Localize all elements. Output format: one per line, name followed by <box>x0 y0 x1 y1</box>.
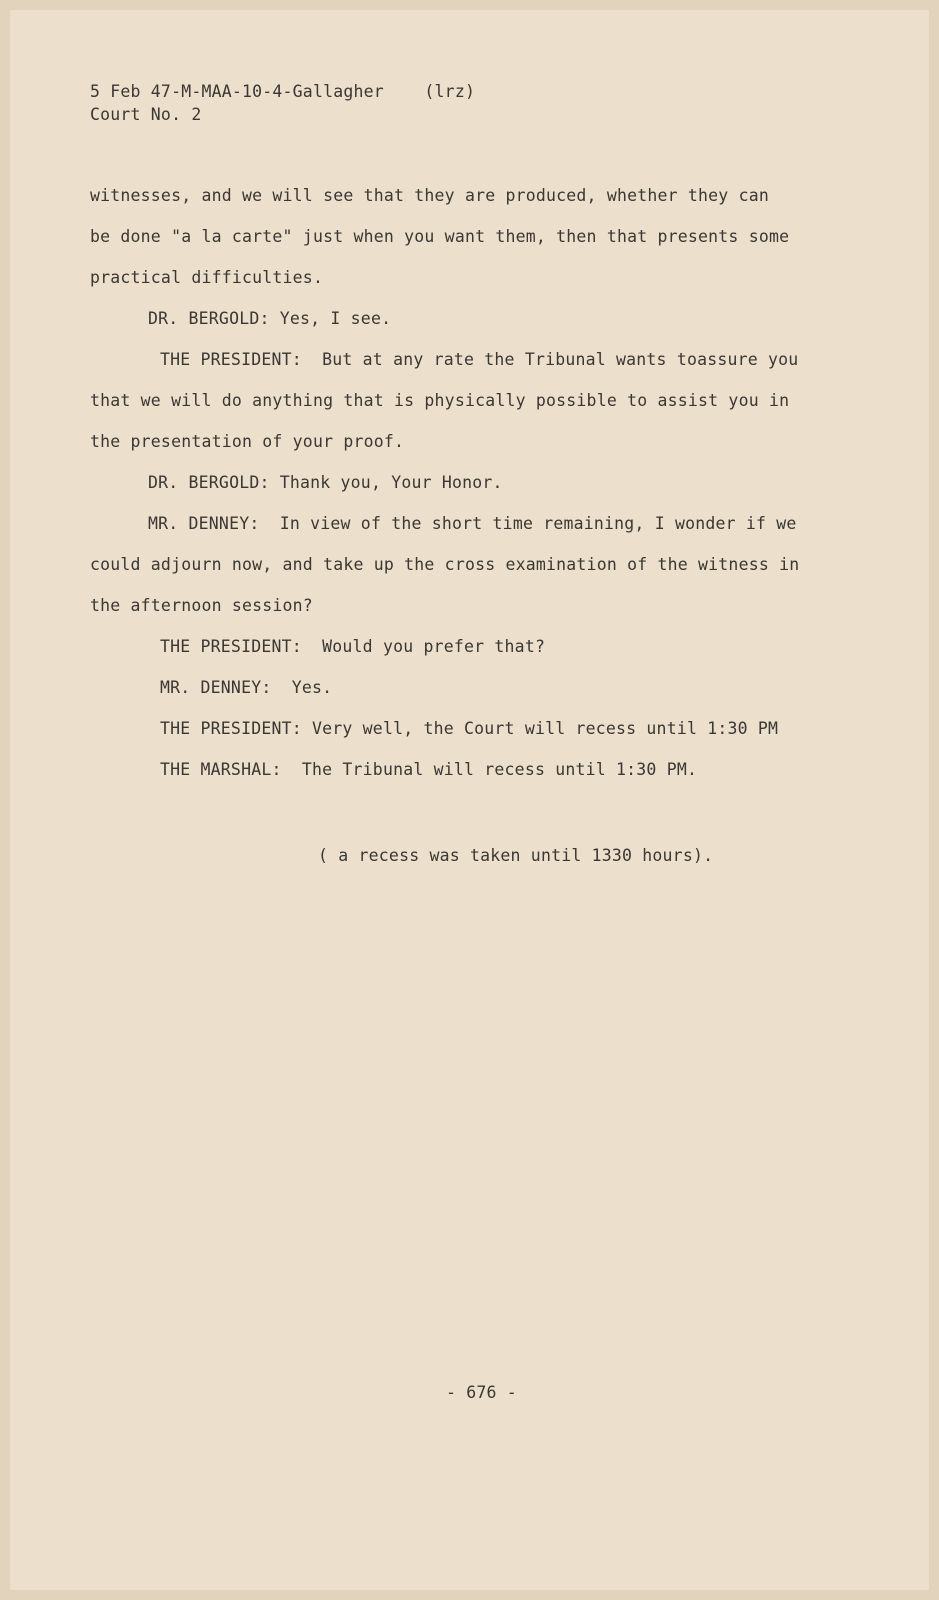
transcript-line: DR. BERGOLD: Yes, I see. <box>148 309 392 328</box>
transcript-line: could adjourn now, and take up the cross examination of the witness in <box>90 555 800 574</box>
header-reference: 5 Feb 47-M-MAA-10-4-Gallagher (lrz) <box>90 82 476 101</box>
recess-note: ( a recess was taken until 1330 hours). <box>318 846 714 865</box>
transcript-line: the afternoon session? <box>90 596 313 615</box>
transcript-line: THE PRESIDENT: Would you prefer that? <box>160 637 546 656</box>
transcript-line: be done "a la carte" just when you want them, then that presents some <box>90 227 790 246</box>
transcript-line: MR. DENNEY: In view of the short time remaining, I wonder if we <box>148 514 797 533</box>
transcript-line: THE PRESIDENT: Very well, the Court will recess until 1:30 PM <box>160 719 779 738</box>
transcript-line: THE MARSHAL: The Tribunal will recess until 1:30 PM. <box>160 760 698 779</box>
transcript-line: witnesses, and we will see that they are produced, whether they can <box>90 186 769 205</box>
transcript-line: DR. BERGOLD: Thank you, Your Honor. <box>148 473 503 492</box>
document-header <box>90 80 475 126</box>
transcript-line: the presentation of your proof. <box>90 432 405 451</box>
header-court: Court No. 2 <box>90 105 202 124</box>
transcript-line: that we will do anything that is physically possible to assist you in <box>90 391 790 410</box>
transcript-line: THE PRESIDENT: But at any rate the Tribunal wants toassure you <box>160 350 799 369</box>
page-number: - 676 - <box>446 1383 517 1402</box>
transcript-body <box>90 185 830 800</box>
transcript-line: MR. DENNEY: Yes. <box>160 678 333 697</box>
transcript-line: practical difficulties. <box>90 268 324 287</box>
